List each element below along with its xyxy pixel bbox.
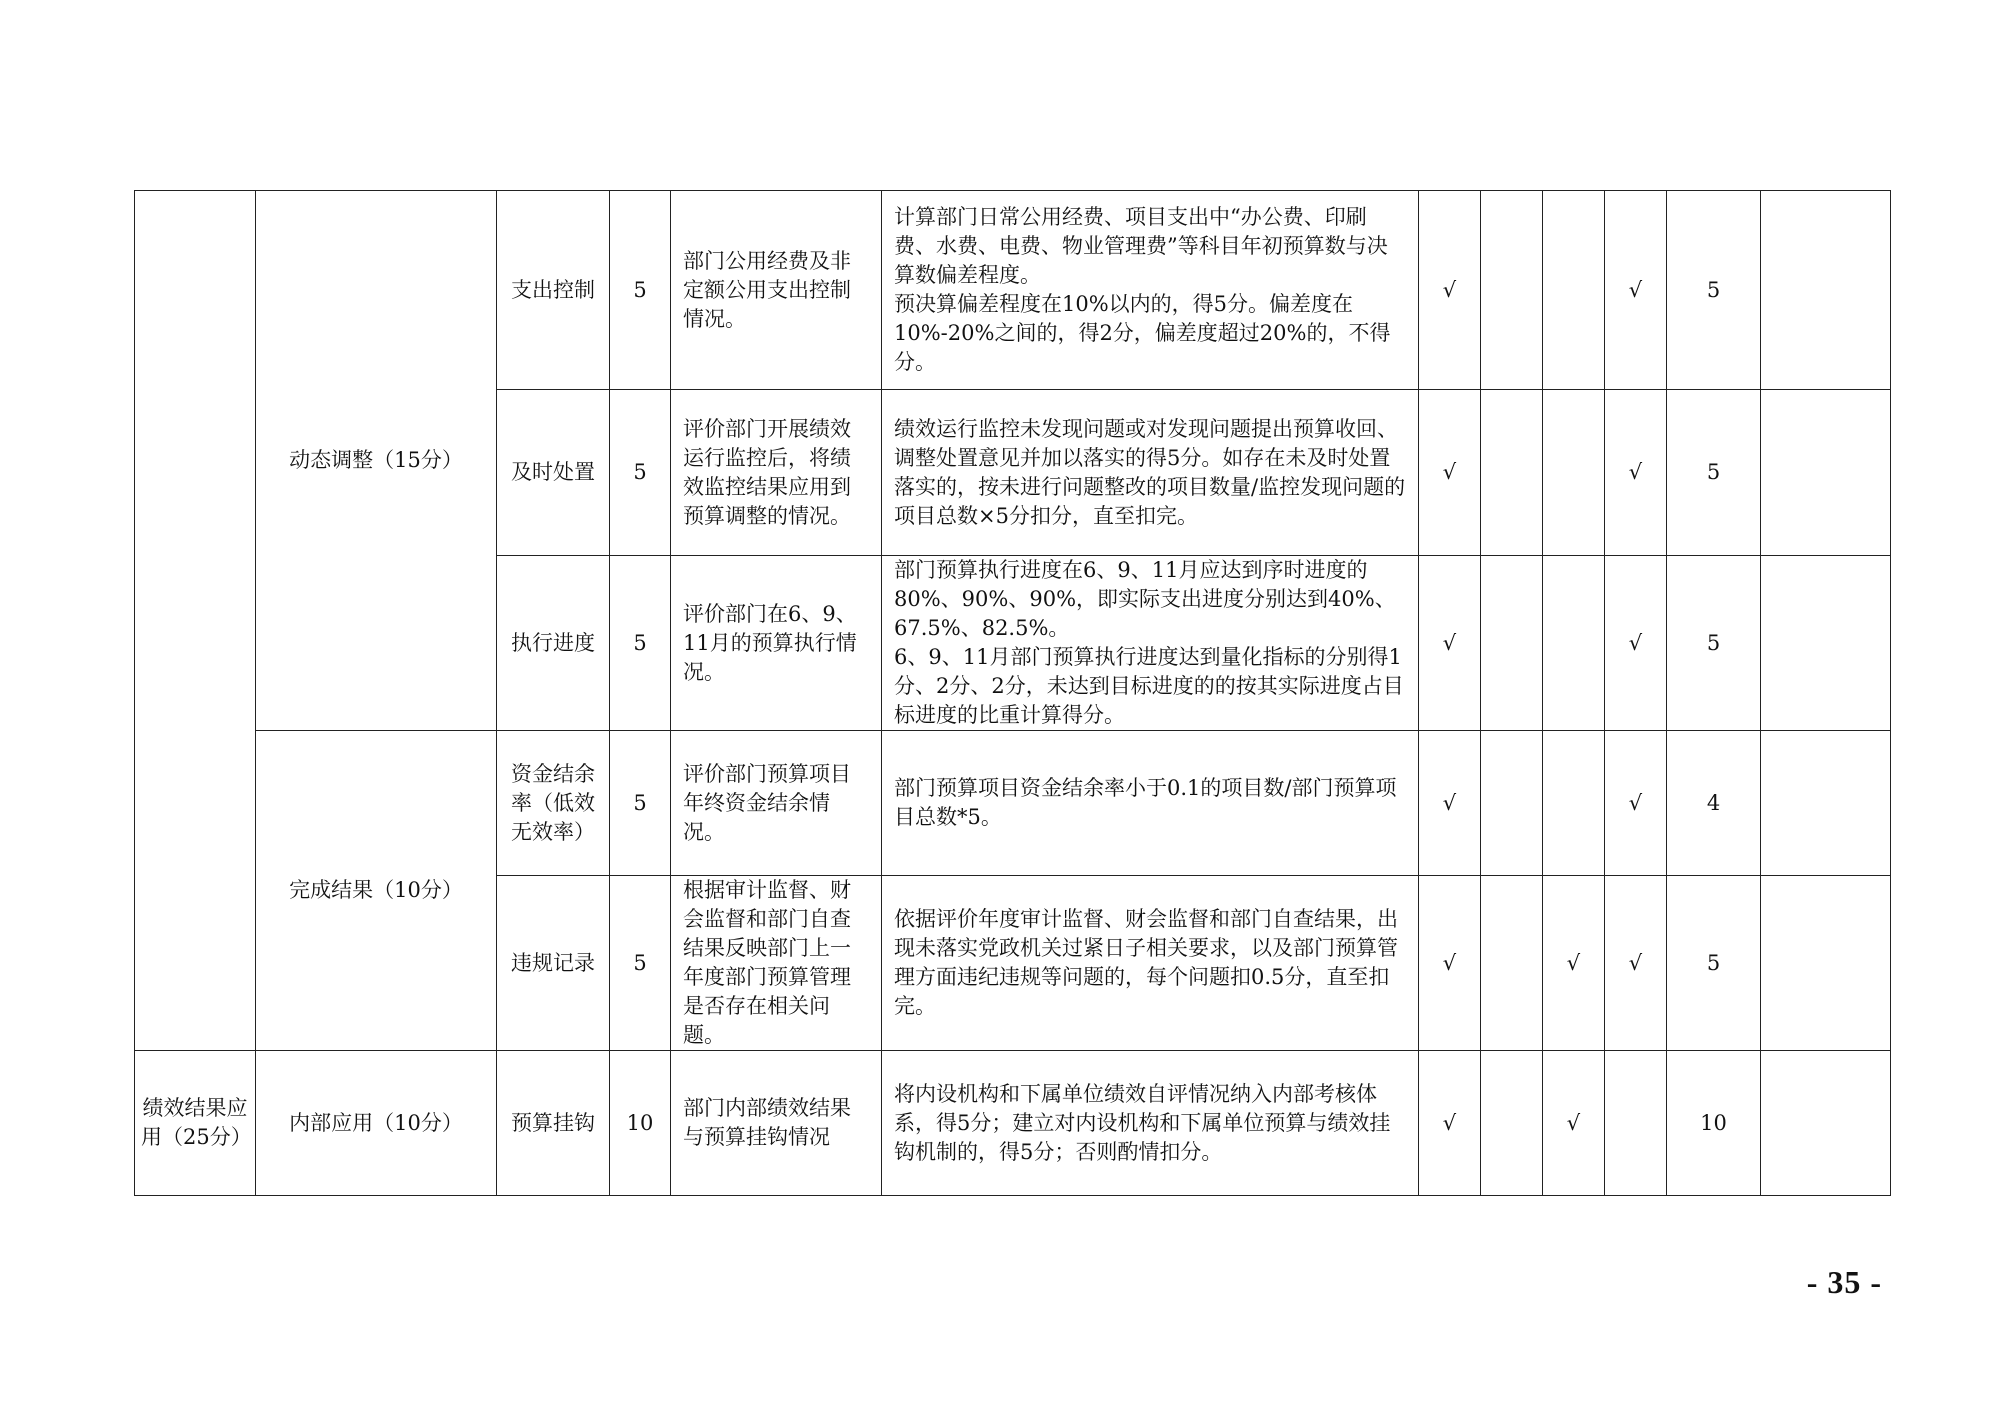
check-cell-2 [1481, 876, 1543, 1051]
level2-indicator-cell: 动态调整（15分） [256, 191, 497, 731]
check-cell-2 [1481, 556, 1543, 731]
score-cell: 5 [1667, 191, 1761, 390]
check-cell-1: √ [1419, 1051, 1481, 1196]
score-cell: 4 [1667, 731, 1761, 876]
check-cell-1: √ [1419, 556, 1481, 731]
criteria-cell: 将内设机构和下属单位绩效自评情况纳入内部考核体系，得5分；建立对内设机构和下属单位预算与绩效挂钩机制的，得5分；否则酌情扣分。 [882, 1051, 1419, 1196]
level1-cell-empty [135, 191, 256, 1051]
check-cell-1: √ [1419, 191, 1481, 390]
note-cell [1761, 191, 1891, 390]
note-cell [1761, 1051, 1891, 1196]
level2-indicator-cell: 内部应用（10分） [256, 1051, 497, 1196]
description-cell: 部门公用经费及非定额公用支出控制情况。 [671, 191, 882, 390]
check-cell-3 [1543, 556, 1605, 731]
check-cell-3 [1543, 191, 1605, 390]
criteria-cell: 计算部门日常公用经费、项目支出中“办公费、印刷费、水费、电费、物业管理费”等科目年初预算数与决算数偏差程度。 预决算偏差程度在10%以内的，得5分。偏差度在10%-20%之间的，得2分，偏差度超过20%的，不得分。 [882, 191, 1419, 390]
criteria-cell: 部门预算项目资金结余率小于0.1的项目数/部门预算项目总数*5。 [882, 731, 1419, 876]
weight-cell: 5 [610, 731, 671, 876]
evaluation-table [134, 190, 1891, 1196]
check-cell-2 [1481, 390, 1543, 556]
criteria-cell: 绩效运行监控未发现问题或对发现问题提出预算收回、调整处置意见并加以落实的得5分。如存在未及时处置落实的，按未进行问题整改的项目数量/监控发现问题的项目总数×5分扣分，直至扣完。 [882, 390, 1419, 556]
check-cell-2 [1481, 191, 1543, 390]
check-cell-1: √ [1419, 876, 1481, 1051]
note-cell [1761, 556, 1891, 731]
check-cell-3 [1543, 390, 1605, 556]
description-cell: 评价部门预算项目年终资金结余情况。 [671, 731, 882, 876]
check-cell-3: √ [1543, 1051, 1605, 1196]
criteria-cell: 依据评价年度审计监督、财会监督和部门自查结果，出现未落实党政机关过紧日子相关要求，以及部门预算管理方面违纪违规等问题的，每个问题扣0.5分，直至扣完。 [882, 876, 1419, 1051]
weight-cell: 10 [610, 1051, 671, 1196]
criteria-cell: 部门预算执行进度在6、9、11月应达到序时进度的80%、90%、90%，即实际支出进度分别达到40%、67.5%、82.5%。 6、9、11月部门预算执行进度达到量化指标的分别得1分、2分、2分，未达到目标进度的的按其实际进度占目标进度的比重计算得分。 [882, 556, 1419, 731]
weight-cell: 5 [610, 876, 671, 1051]
level3-indicator-cell: 违规记录 [497, 876, 610, 1051]
score-cell: 10 [1667, 1051, 1761, 1196]
description-cell: 根据审计监督、财会监督和部门自查结果反映部门上一年度部门预算管理是否存在相关问题。 [671, 876, 882, 1051]
note-cell [1761, 390, 1891, 556]
check-cell-1: √ [1419, 731, 1481, 876]
score-cell: 5 [1667, 390, 1761, 556]
level2-indicator-cell: 完成结果（10分） [256, 731, 497, 1051]
table-row [135, 1051, 1891, 1196]
score-cell: 5 [1667, 556, 1761, 731]
page-number: - 35 - [1806, 1264, 1882, 1300]
check-cell-1: √ [1419, 390, 1481, 556]
description-cell: 评价部门在6、9、11月的预算执行情况。 [671, 556, 882, 731]
table-row [135, 191, 1891, 390]
check-cell-4: √ [1605, 876, 1667, 1051]
table-row [135, 731, 1891, 876]
check-cell-3 [1543, 731, 1605, 876]
check-cell-3: √ [1543, 876, 1605, 1051]
level3-indicator-cell: 预算挂钩 [497, 1051, 610, 1196]
check-cell-4 [1605, 1051, 1667, 1196]
description-cell: 部门内部绩效结果与预算挂钩情况 [671, 1051, 882, 1196]
level1-indicator-cell: 绩效结果应用（25分） [135, 1051, 256, 1196]
score-cell: 5 [1667, 876, 1761, 1051]
level3-indicator-cell: 资金结余率（低效无效率） [497, 731, 610, 876]
level3-indicator-cell: 支出控制 [497, 191, 610, 390]
check-cell-2 [1481, 731, 1543, 876]
check-cell-4: √ [1605, 191, 1667, 390]
check-cell-4: √ [1605, 390, 1667, 556]
weight-cell: 5 [610, 390, 671, 556]
check-cell-4: √ [1605, 731, 1667, 876]
weight-cell: 5 [610, 556, 671, 731]
note-cell [1761, 876, 1891, 1051]
level3-indicator-cell: 及时处置 [497, 390, 610, 556]
note-cell [1761, 731, 1891, 876]
check-cell-4: √ [1605, 556, 1667, 731]
level3-indicator-cell: 执行进度 [497, 556, 610, 731]
weight-cell: 5 [610, 191, 671, 390]
check-cell-2 [1481, 1051, 1543, 1196]
description-cell: 评价部门开展绩效运行监控后，将绩效监控结果应用到预算调整的情况。 [671, 390, 882, 556]
